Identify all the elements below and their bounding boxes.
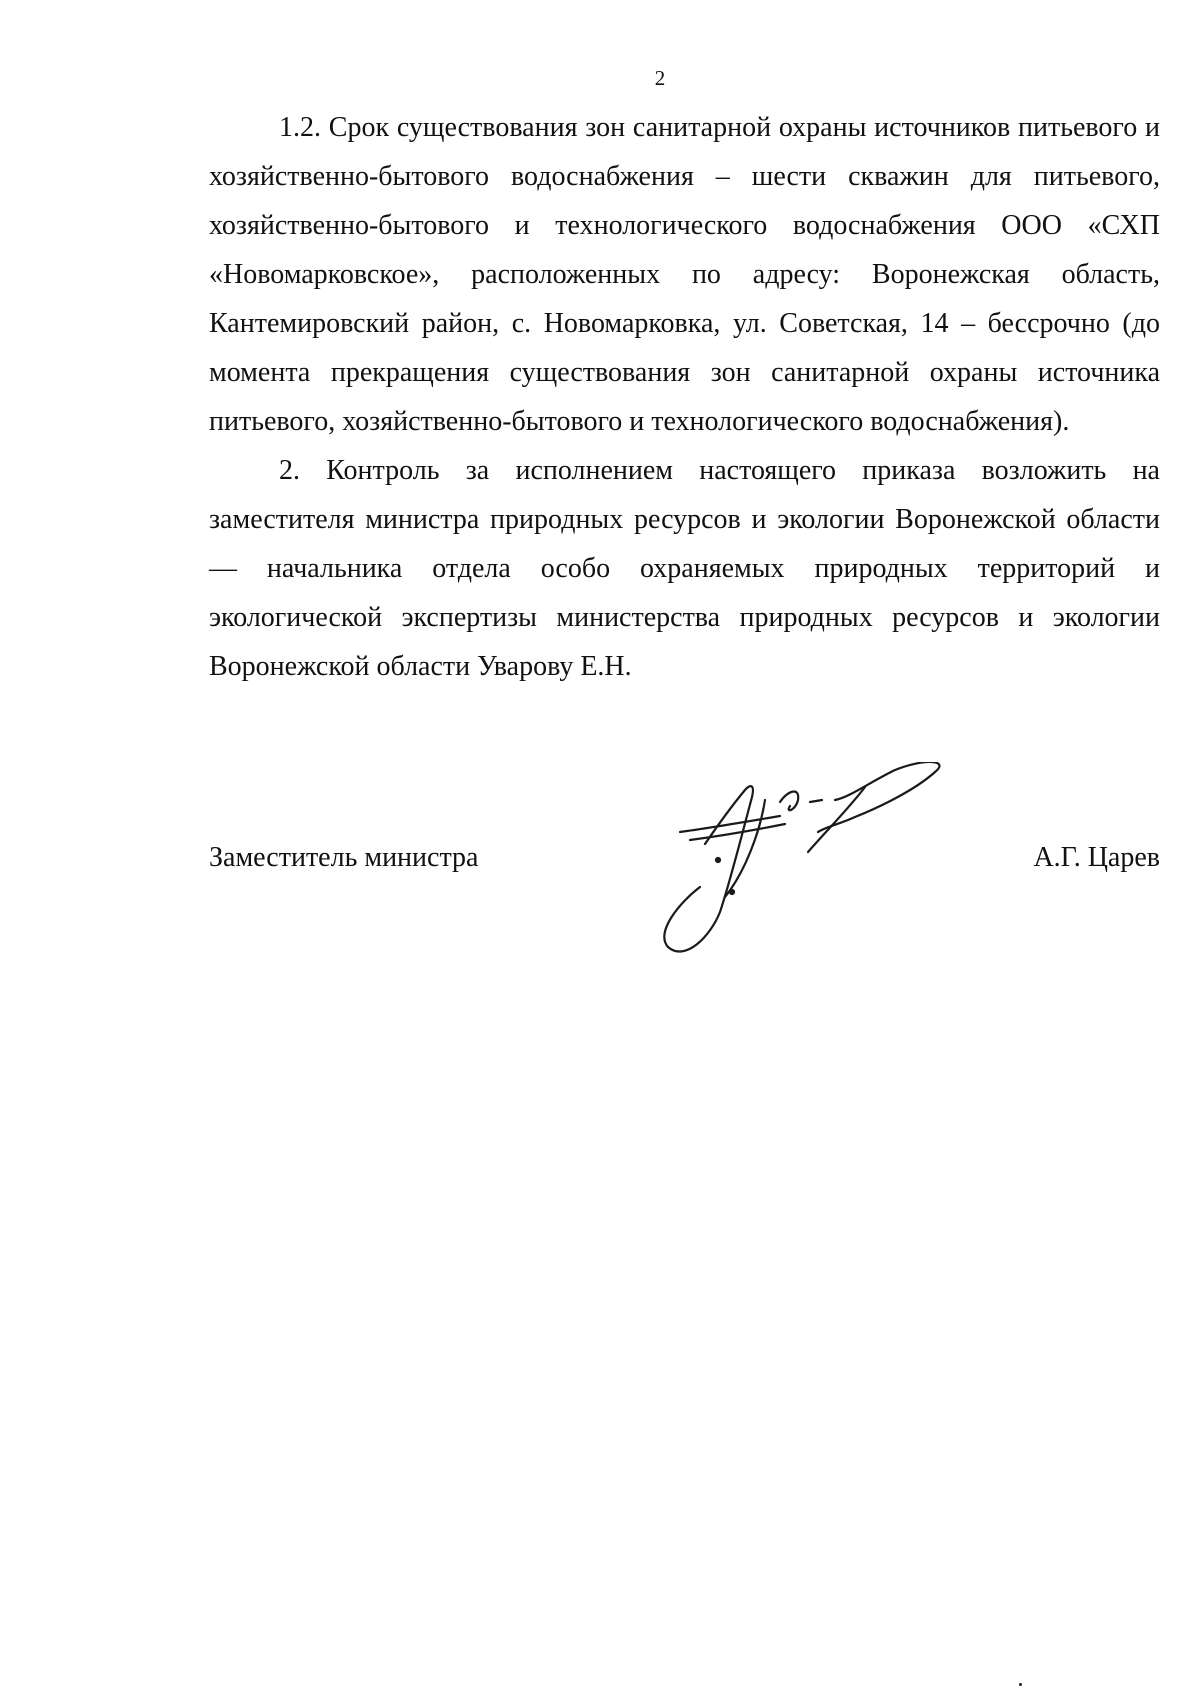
- paragraph-1-2: 1.2. Срок существования зон санитарной охраны источников питьевого и хозяйственно-бытового водоснабжения – шести скважин для питьевого, хозяйственно-бытового и технологического водоснабжения ООО «СХП «Новомарковское», расположенных по адресу: Воронежская область, Кантемировский район, с. Новомарковка, ул. Советская, 14 – бессрочно (до момента прекращения существования зон санитарной охраны источника питьевого, хозяйственно-бытового и технологического водоснабжения).: [209, 112, 1160, 437]
- page-number: 2: [654, 66, 666, 90]
- document-body: [209, 103, 1160, 691]
- signatory-name: А.Г. Царев: [1033, 842, 1160, 873]
- signatory-position: Заместитель министра: [209, 842, 479, 873]
- paragraph-2: 2. Контроль за исполнением настоящего приказа возложить на заместителя министра природных ресурсов и экологии Воронежской области — начальника отдела особо охраняемых природных территорий и экологической экспертизы министерства природных ресурсов и экологии Воронежской области Уварову Е.Н.: [209, 455, 1160, 682]
- stray-dot: [1019, 1683, 1022, 1686]
- signature-block: [209, 840, 1160, 880]
